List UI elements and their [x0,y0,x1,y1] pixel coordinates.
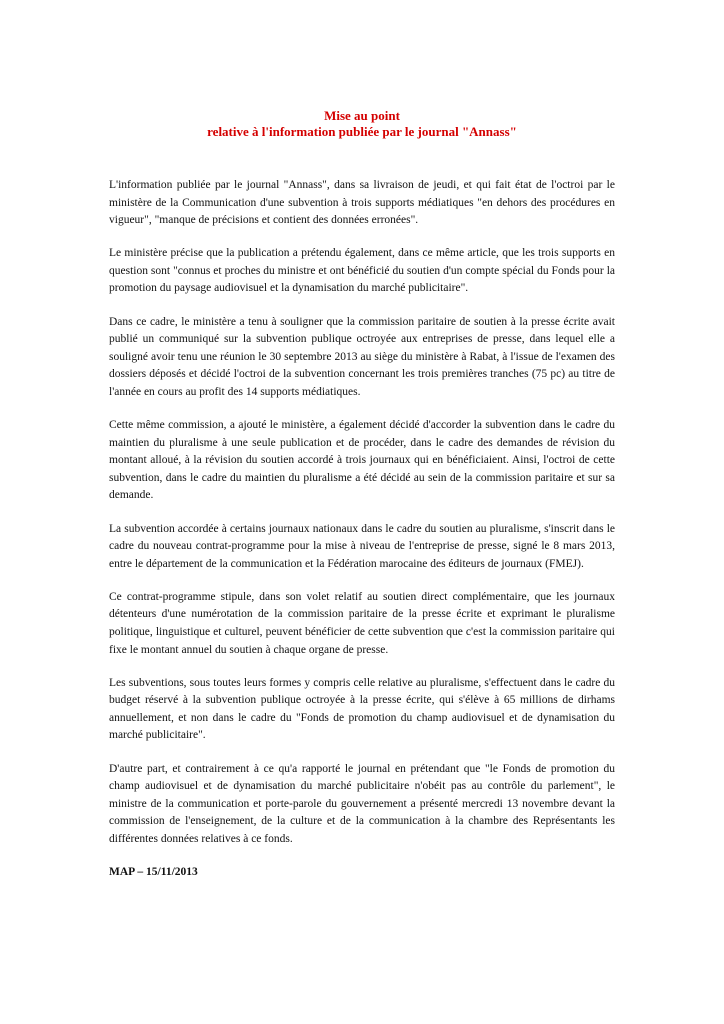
paragraph-5: La subvention accordée à certains journaux nationaux dans le cadre du soutien au pluralisme, s'inscrit dans le cadre du nouveau contrat-programme pour la mise à niveau de l'entreprise de presse, signé le 8 mars 2013, entre le département de la communication et la Fédération marocaine des éditeurs de journaux (FMEJ). [109,522,615,570]
paragraph-8: D'autre part, et contrairement à ce qu'a rapporté le journal en prétendant que "le Fonds de promotion du champ audiovisuel et de dynamisation du marché publicitaire n'obéit pas au contrôle du parlement", le ministre de la communication et porte-parole du gouvernement a présenté mercredi 13 novembre devant la commission de l'enseignement, de la culture et de la communication à la chambre des Représentants les différentes données relatives à ce fonds. [109,762,615,845]
paragraph-4: Cette même commission, a ajouté le ministère, a également décidé d'accorder la subvention dans le cadre du maintien du pluralisme à une seule publication et de procéder, dans le cadre des demandes de révision du montant alloué, à la révision du soutien accordé à trois journaux qui en bénéficiaient. Ainsi, l'octroi de cette subvention, dans le cadre du maintien du pluralisme a été décidé au sein de la commission paritaire et sur sa demande. [109,419,615,502]
document-body [109,177,615,882]
paragraph-7: Les subventions, sous toutes leurs formes y compris celle relative au pluralisme, s'effectuent dans le cadre du budget réservé à la subvention publique octroyée à la presse écrite, qui s'élève à 65 millions de dirhams annuellement, et non dans le cadre du "Fonds de promotion du champ audiovisuel et de dynamisation du marché publicitaire". [109,676,615,742]
signature: MAP – 15/11/2013 [109,866,198,878]
paragraph-1: L'information publiée par le journal "Annass", dans sa livraison de jeudi, et qui fait état de l'octroi par le ministère de la Communication d'une subvention à trois supports médiatiques "en dehors des procédures en vigueur", "manque de précisions et contient des données erronées". [109,179,615,227]
document-title [0,108,724,140]
paragraph-3: Dans ce cadre, le ministère a tenu à souligner que la commission paritaire de soutien à la presse écrite avait publié un communiqué sur la subvention publique octroyée aux entreprises de presse, dans lequel elle a souligné avoir tenu une réunion le 30 septembre 2013 au siège du ministère à Rabat, à l'issue de l'examen des dossiers déposés et décidé l'octroi de la subvention concernant les trois premières tranches (75 pc) au titre de l'année en cours au profit des 14 supports médiatiques. [109,315,615,398]
paragraph-6: Ce contrat-programme stipule, dans son volet relatif au soutien direct complémentaire, que les journaux détenteurs d'une numérotation de la commission paritaire de la presse écrite et exprimant le pluralisme politique, linguistique et culturel, peuvent bénéficier de cette subvention que c'est la commission paritaire qui fixe le montant annuel du soutien à chaque organe de presse. [109,590,615,656]
title-line-2: relative à l'information publiée par le journal "Annass" [207,124,517,139]
title-line-1: Mise au point [324,108,400,123]
paragraph-2: Le ministère précise que la publication a prétendu également, dans ce même article, que les trois supports en question sont "connus et proches du ministre et ont bénéficié du soutien d'un compte spécial du Fonds pour la promotion du paysage audiovisuel et la dynamisation du marché publicitaire". [109,247,615,295]
